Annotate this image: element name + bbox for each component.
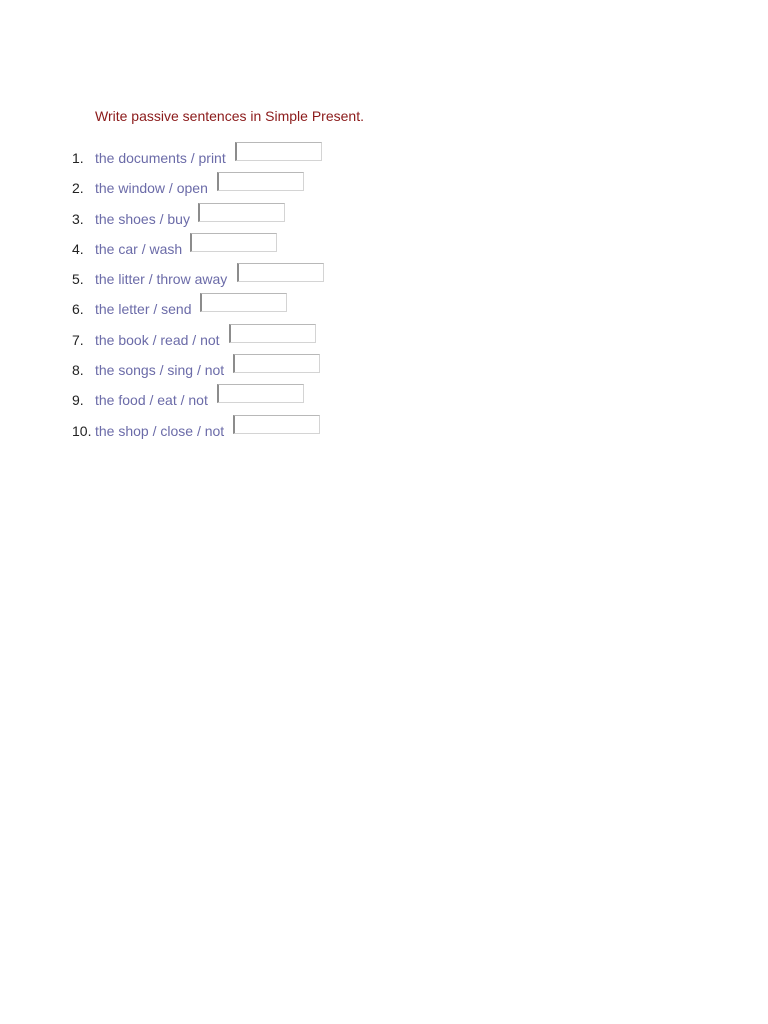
item-number: 5. bbox=[72, 271, 84, 287]
item-number: 7. bbox=[72, 332, 84, 348]
answer-input-1[interactable] bbox=[235, 142, 322, 161]
item-prompt: the shop / close / not bbox=[95, 423, 225, 439]
item-number: 6. bbox=[72, 301, 84, 317]
item-prompt: the food / eat / not bbox=[95, 392, 208, 408]
answer-input-5[interactable] bbox=[237, 263, 324, 282]
item-prompt: the songs / sing / not bbox=[95, 362, 225, 378]
item-prompt: the shoes / buy bbox=[95, 211, 190, 227]
answer-input-3[interactable] bbox=[198, 203, 285, 222]
answer-input-7[interactable] bbox=[229, 324, 316, 343]
answer-input-2[interactable] bbox=[217, 172, 304, 191]
instruction-heading: Write passive sentences in Simple Present. bbox=[95, 108, 364, 124]
item-number: 8. bbox=[72, 362, 84, 378]
item-number: 9. bbox=[72, 392, 84, 408]
answer-input-9[interactable] bbox=[217, 384, 304, 403]
answer-input-6[interactable] bbox=[200, 293, 287, 312]
item-prompt: the book / read / not bbox=[95, 332, 220, 348]
item-number: 1. bbox=[72, 150, 84, 166]
answer-input-4[interactable] bbox=[190, 233, 277, 252]
item-number: 4. bbox=[72, 241, 84, 257]
item-prompt: the window / open bbox=[95, 180, 208, 196]
item-prompt: the letter / send bbox=[95, 301, 192, 317]
item-prompt: the litter / throw away bbox=[95, 271, 228, 287]
answer-input-10[interactable] bbox=[233, 415, 320, 434]
item-prompt: the car / wash bbox=[95, 241, 183, 257]
answer-input-8[interactable] bbox=[233, 354, 320, 373]
item-prompt: the documents / print bbox=[95, 150, 226, 166]
item-number: 2. bbox=[72, 180, 84, 196]
item-number: 3. bbox=[72, 211, 84, 227]
item-number: 10. bbox=[72, 423, 92, 439]
